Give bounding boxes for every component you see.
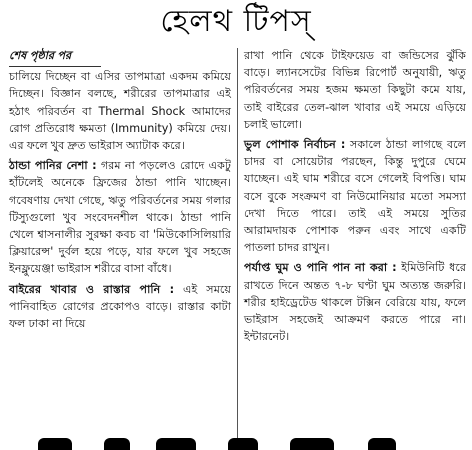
right-intro-paragraph: রাখা পানি থেকে টাইফয়েড বা জন্ডিসের ঝুঁকি বাড়ে। ল্যানসেটের বিভিন্ন রিপোর্ট অনুযায়ী, ঋতু পরিবর্তনের সময় হজম ক্ষমতা কিছুটা কমে যায়, তাই বাইরের তেল-ঝাল খাবার এই সময়ে এড়িয়ে চলাই ভালো। <box>244 49 466 131</box>
cut-glyph <box>368 438 396 450</box>
cut-glyph <box>290 438 334 450</box>
left-intro-paragraph: চালিয়ে দিচ্ছেন বা এসির তাপমাত্রা একদম কমিয়ে দিচ্ছেন। বিজ্ঞান বলছে, শরীরের তাপমাত্রার এই হঠাৎ পরিবর্তন বা Thermal Shock আমাদের রোগ প্রতিরোধ ক্ষমতা (Immunity) কমিয়ে দেয়। এর ফলে খুব দ্রুত ভাইরাস অ্যাটাক করে। <box>9 70 231 153</box>
column-divider <box>237 48 238 440</box>
clothing-text: সকালে ঠান্ডা লাগছে বলে চাদর বা সোয়েটার পরছেন, কিন্তু দুপুরে ঘেমে যাচ্ছেন। এই ঘাম শরীরে বসে গেলেই বিপত্তি। ঘাম বসে বুকে সংক্রমণ বা নিউমোনিয়ার মতো সমস্যা দেখা দিতে পারে। তাই এই সময়ে সুতির আরামদায়ক পোশাক পরুন এবং সাথে একটি পাতলা চাদর রাখুন। <box>244 138 467 255</box>
sleep-text: ইমিউনিটি ধরে রাখতে দিনে অন্তত ৭-৮ ঘণ্টা ঘুম অত্যন্ত জরুরি। শরীর হাইড্রেটেড থাকলে টক্সিন বেরিয়ে যায়, ফলে ভাইরাস সহজেই আক্রমণ করতে পারে না। ইন্টারনেট। <box>244 261 466 344</box>
cut-glyph <box>38 438 72 450</box>
cut-glyph <box>156 438 196 450</box>
next-headline-fragment <box>0 438 472 450</box>
clothing-heading: ভুল পোশাক নির্বাচন : <box>244 138 346 152</box>
outside-food-paragraph <box>9 281 231 333</box>
left-column <box>9 47 231 332</box>
cut-glyph <box>228 438 258 450</box>
headline: হেলথ টিপস্ <box>160 4 312 39</box>
outside-food-text: এই সময়ে পানিবাহিত রোগের প্রকোপও বাড়ে। রাস্তার কাটা ফল ঢাকা না দিয়ে <box>9 282 231 331</box>
cold-water-heading: ঠান্ডা পানির নেশা : <box>9 159 97 173</box>
sleep-paragraph <box>244 259 466 345</box>
cut-glyph <box>104 438 130 450</box>
right-column <box>244 47 466 345</box>
sleep-heading: পর্যাপ্ত ঘুম ও পানি পান না করা : <box>244 261 397 275</box>
continued-from-label: শেষ পৃষ্ঠার পর <box>9 49 72 62</box>
clothing-paragraph <box>244 136 466 256</box>
continued-divider <box>9 66 101 67</box>
outside-food-heading: বাইরের খাবার ও রাস্তার পানি : <box>9 282 175 296</box>
cold-water-paragraph <box>9 157 231 277</box>
cold-water-text: গরম না পড়লেও রোদে একটু হাঁটলেই অনেকে ফ্রিজের ঠান্ডা পানি খাচ্ছেন। গবেষণায় দেখা গেছে, ঋতু পরিবর্তনের সময় গলার টিস্যুগুলো খুব সংবেদনশীল থাকে। ঠান্ডা পানি খেলে শ্বাসনালীর সুরক্ষা কবচ বা 'মিউকোসিলিয়ারি ক্লিয়ারেন্স' দুর্বল হয়ে পড়ে, যার ফলে খুব সহজে ইনফ্লুয়েঞ্জা ভাইরাস শরীরে বাসা বাঁধে। <box>9 159 232 276</box>
